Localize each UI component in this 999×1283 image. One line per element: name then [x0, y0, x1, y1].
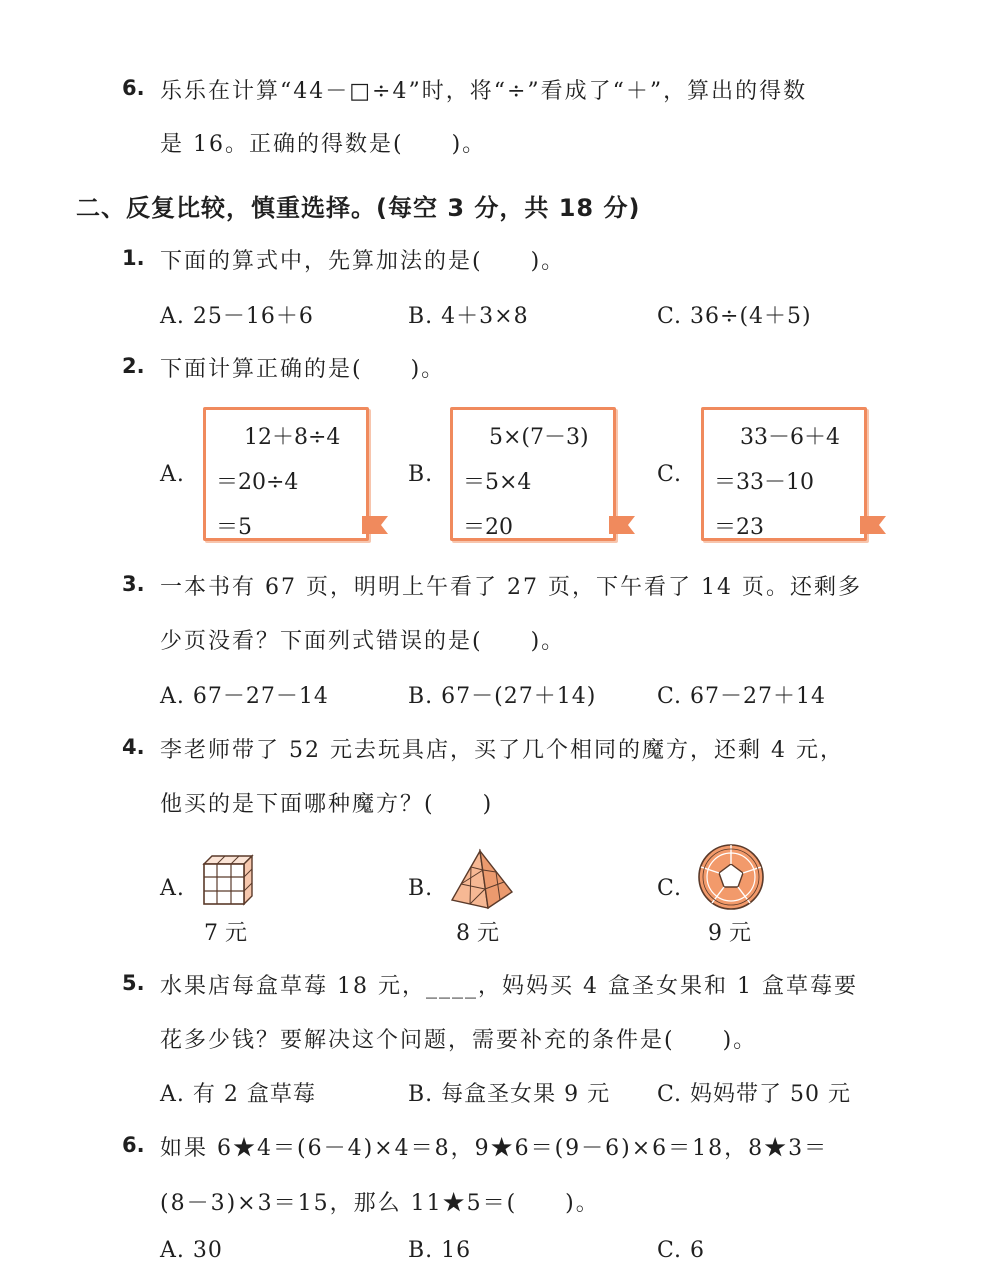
question-number: 1.: [122, 246, 145, 270]
question-text: 一本书有 67 页，明明上午看了 27 页，下午看了 14 页。还剩多: [160, 575, 862, 600]
question-text: 李老师带了 52 元去玩具店，买了几个相同的魔方，还剩 4 元，: [160, 738, 844, 763]
calc-line: 5×(7－3): [489, 425, 589, 450]
option-c-label[interactable]: C.: [657, 876, 683, 901]
question-text: 乐乐在计算“44－□÷4”时，将“÷”看成了“＋”，算出的得数: [160, 79, 808, 104]
question-number: 6.: [122, 1133, 145, 1157]
option-a-label[interactable]: A.: [160, 462, 185, 487]
option-a-label[interactable]: A.: [160, 876, 185, 901]
ribbon-flag-icon: [860, 516, 886, 534]
option-c[interactable]: C. 36÷(4＋5): [657, 304, 812, 329]
cube-puzzle-icon: [198, 850, 256, 908]
option-c-label[interactable]: C.: [657, 462, 683, 487]
pyramid-puzzle-icon: [448, 848, 516, 910]
question-text: 花多少钱？要解决这个问题，需要补充的条件是( )。: [160, 1028, 758, 1053]
question-number: 3.: [122, 572, 145, 596]
option-c[interactable]: C. 67－27＋14: [657, 684, 827, 709]
option-b[interactable]: B. 16: [408, 1238, 472, 1263]
section-title: 二、反复比较，慎重选择。(每空 3 分，共 18 分): [76, 194, 641, 222]
question-text: 如果 6★4＝(6－4)×4＝8，9★6＝(9－6)×6＝18，8★3＝: [160, 1136, 829, 1161]
option-b-label[interactable]: B.: [408, 462, 434, 487]
option-c[interactable]: C. 妈妈带了 50 元: [657, 1082, 852, 1107]
option-a[interactable]: A. 25－16＋6: [160, 304, 314, 329]
option-a[interactable]: A. 30: [160, 1238, 223, 1263]
question-number: 4.: [122, 735, 145, 759]
calc-line: ＝20÷4: [216, 470, 299, 495]
option-b[interactable]: B. 67－(27＋14): [408, 684, 597, 709]
question-text: 少页没看？下面列式错误的是( )。: [160, 629, 566, 654]
calc-line: ＝23: [714, 515, 764, 540]
option-b-label[interactable]: B.: [408, 876, 434, 901]
question-text: (8－3)×3＝15，那么 11★5＝( )。: [160, 1191, 600, 1216]
question-text: 下面计算正确的是( )。: [160, 357, 446, 382]
calc-line: ＝5: [216, 515, 252, 540]
question-text: 下面的算式中，先算加法的是( )。: [160, 249, 566, 274]
option-b[interactable]: B. 4＋3×8: [408, 304, 529, 329]
ribbon-flag-icon: [362, 516, 388, 534]
question-text: 他买的是下面哪种魔方？( ): [160, 792, 494, 817]
dodecahedron-puzzle-icon: [696, 842, 766, 912]
calc-line: 33－6＋4: [740, 425, 840, 450]
price-label: 7 元: [204, 921, 247, 946]
price-label: 9 元: [708, 921, 751, 946]
price-label: 8 元: [456, 921, 499, 946]
question-number: 2.: [122, 354, 145, 378]
calc-line: 12＋8÷4: [244, 425, 341, 450]
calc-line: ＝5×4: [463, 470, 532, 495]
option-a[interactable]: A. 67－27－14: [160, 684, 329, 709]
calc-box-b[interactable]: [450, 407, 616, 541]
calc-line: ＝20: [463, 515, 513, 540]
question-number: 5.: [122, 971, 145, 995]
calc-line: ＝33－10: [714, 470, 814, 495]
option-a[interactable]: A. 有 2 盒草莓: [160, 1082, 316, 1107]
question-text: 水果店每盒草莓 18 元，____，妈妈买 4 盒圣女果和 1 盒草莓要: [160, 974, 858, 999]
ribbon-flag-icon: [609, 516, 635, 534]
calc-box-a[interactable]: [203, 407, 369, 541]
option-c[interactable]: C. 6: [657, 1238, 706, 1263]
calc-box-c[interactable]: [701, 407, 867, 541]
question-number: 6.: [122, 76, 145, 100]
option-b[interactable]: B. 每盒圣女果 9 元: [408, 1082, 611, 1107]
question-text: 是 16。正确的得数是( )。: [160, 132, 487, 157]
